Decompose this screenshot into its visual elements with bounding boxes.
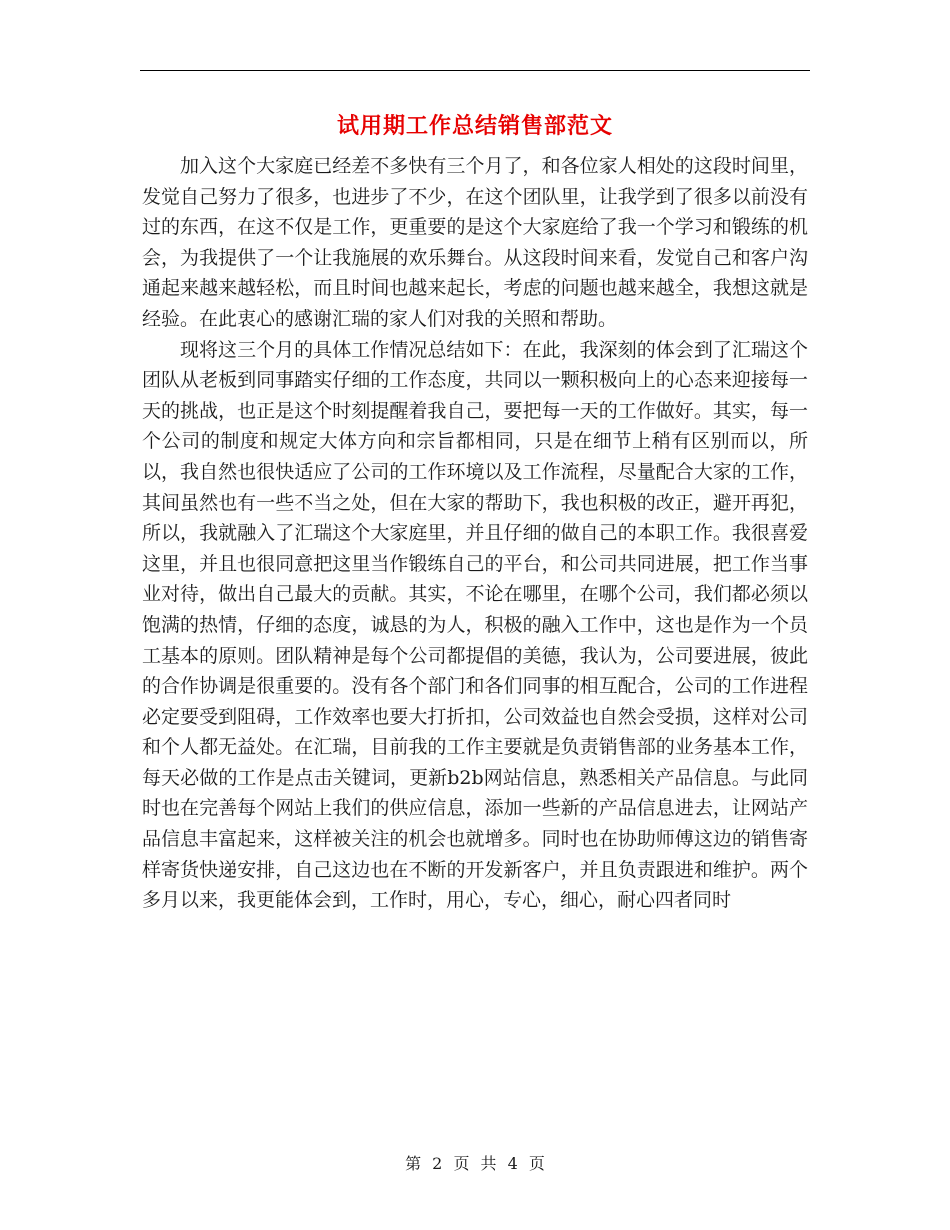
paragraph-intro: 加入这个大家庭已经差不多快有三个月了，和各位家人相处的这段时间里，发觉自己努力了很多，也进步了不少，在这个团队里，让我学到了很多以前没有过的东西，在这不仅是工作，更重要的是这个大家庭给了我一个学习和锻练的机会，为我提供了一个让我施展的欢乐舞台。从这段时间来看，发觉自己和客户沟通起来越来越轻松，而且时间也越来起长，考虑的问题也越来越全，我想这就是经验。在此衷心的感谢汇瑞的家人们对我的关照和帮助。 bbox=[142, 155, 808, 330]
document-title: 试用期工作总结销售部范文 bbox=[336, 113, 613, 139]
paragraph-work-summary: 现将这三个月的具体工作情况总结如下：在此，我深刻的体会到了汇瑞这个团队从老板到同事踏实仔细的工作态度，共同以一颗积极向上的心态来迎接每一天的挑战，也正是这个时刻提醒着我自己，要把每一天的工作做好。其实，每一个公司的制度和规定大体方向和宗旨都相同，只是在细节上稍有区别而以，所以，我自然也很快适应了公司的工作环境以及工作流程，尽量配合大家的工作，其间虽然也有一些不当之处，但在大家的帮助下，我也积极的改正，避开再犯，所以，我就融入了汇瑞这个大家庭里，并且仔细的做自己的本职工作。我很喜爱这里，并且也很同意把这里当作锻练自己的平台，和公司共同进展，把工作当事业对待，做出自己最大的贡献。其实，不论在哪里，在哪个公司，我们都必须以饱满的热情，仔细的态度，诚恳的为人，积极的融入工作中，这也是作为一个员工基本的原则。团队精神是每个公司都提倡的美德，我认为，公司要进展，彼此的合作协调是很重要的。没有各个部门和各们同事的相互配合，公司的工作进程必定要受到阻碍，工作效率也要大打折扣，公司效益也自然会受损，这样对公司和个人都无益处。在汇瑞，目前我的工作主要就是负责销售部的业务基本工作，每天必做的工作是点击关键词，更新b2b网站信息，熟悉相关产品信息。与此同时也在完善每个网站上我们的供应信息，添加一些新的产品信息进去，让网站产品信息丰富起来，这样被关注的机会也就增多。同时也在协助师傅这边的销售寄样寄货快递安排，自己这边也在不断的开发新客户，并且负责跟进和维护。两个多月以来，我更能体会到，工作时，用心，专心，细心，耐心四者同时 bbox=[142, 338, 808, 912]
header-rule bbox=[140, 70, 810, 71]
document-body bbox=[142, 151, 808, 916]
page-number-footer: 第 2 页 共 4 页 bbox=[405, 1154, 545, 1173]
